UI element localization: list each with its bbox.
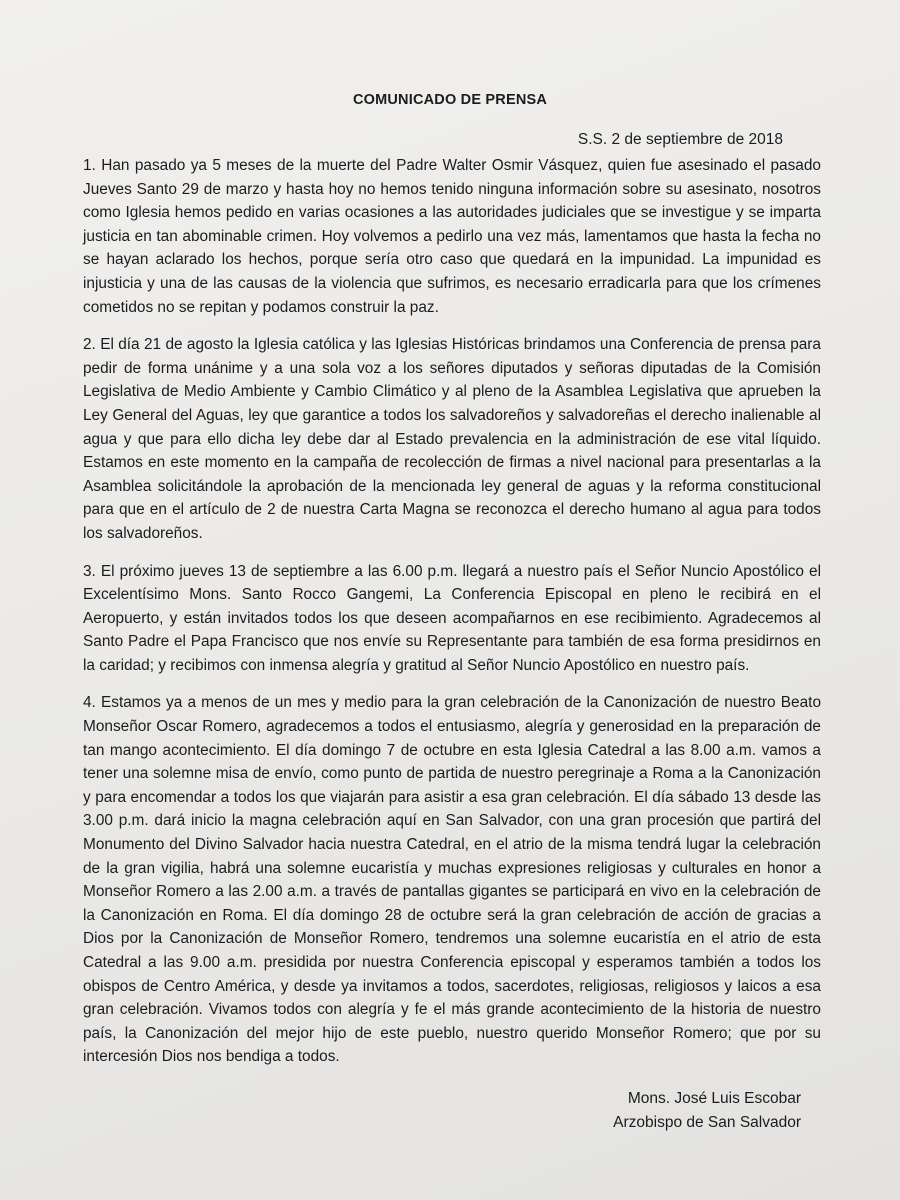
document-title: COMUNICADO DE PRENSA xyxy=(352,92,548,108)
document-date: S.S. 2 de septiembre de 2018 xyxy=(577,131,783,148)
paragraph-1: 1. Han pasado ya 5 meses de la muerte del Padre Walter Osmir Vásquez, quien fue asesinado el pasado Jueves Santo 29 de marzo y hasta hoy no hemos tenido ninguna información sobre su asesinato, nosotros como Iglesia hemos pedido en varias ocasiones a las autoridades judiciales que se investigue y se imparta justicia en tan abominable crimen. Hoy volvemos a pedirlo una vez más, lamentamos que hasta la fecha no se hayan aclarado los hechos, porque sería otro caso que quedará en la impunidad. La impunidad es injusticia y una de las causas de la violencia que sufrimos, es necesario erradicarla para que los crímenes cometidos no se repitan y podamos construir la paz. xyxy=(83,157,821,316)
paragraph-3: 3. El próximo jueves 13 de septiembre a las 6.00 p.m. llegará a nuestro país el Señor Nuncio Apostólico el Excelentísimo Mons. Santo Rocco Gangemi, La Conferencia Episcopal en pleno le recibirá en el Aeropuerto, y están invitados todos los que deseen acompañarnos en ese recibimiento. Agradecemos al Santo Padre el Papa Francisco que nos envíe su Representante para también de esa forma presidirnos en la caridad; y recibimos con inmensa alegría y gratitud al Señor Nuncio Apostólico en nuestro país. xyxy=(83,562,821,674)
signatory-name: Mons. José Luis Escobar xyxy=(627,1090,801,1107)
signature-block xyxy=(613,1087,801,1134)
signatory-role: Arzobispo de San Salvador xyxy=(613,1113,801,1131)
paragraph-4: 4. Estamos ya a menos de un mes y medio para la gran celebración de la Canonización de nuestro Beato Monseñor Oscar Romero, agradecemos a todos el entusiasmo, alegría y generosidad en la preparación de tan mango acontecimiento. El día domingo 7 de octubre en esta Iglesia Catedral a las 8.00 a.m. vamos a tener una solemne misa de envío, como punto de partida de nuestro peregrinaje a Roma a la Canonización y para encomendar a todos los que viajarán para asistir a esa gran celebración. El día sábado 13 desde las 3.00 p.m. dará inicio la magna celebración aquí en San Salvador, con una gran procesión que partirá del Monumento del Divino Salvador hacia nuestra Catedral, en el atrio de la misma tendrá lugar la celebración de la gran vigilia, habrá una solemne eucaristía y muchas expresiones religiosas y culturales en honor a Monseñor Romero a las 2.00 a.m. a través de pantallas gigantes se participará en vivo en la celebración de la Canonización en Roma. El día domingo 28 de octubre será la gran celebración de acción de gracias a Dios por la Canonización de Monseñor Romero, tendremos una solemne eucaristía en el atrio de esta Catedral a las 9.00 a.m. presidida por nuestra Conferencia episcopal y esperamos también a todos los obispos de Centro América, y desde ya invitamos a todos, sacerdotes, religiosas, religiosos y laicos a esa gran celebración. Vivamos todos con alegría y fe el más grande acontecimiento de la historia de nuestro país, la Canonización del mejor hijo de este pueblo, nuestro querido Monseñor Romero; que por su intercesión Dios nos bendiga a todos. xyxy=(83,694,821,1066)
document-body xyxy=(83,154,821,1083)
paragraph-2: 2. El día 21 de agosto la Iglesia católica y las Iglesias Históricas brindamos una Conferencia de prensa para pedir de forma unánime y a una sola voz a los señores diputados y señoras diputadas de la Comisión Legislativa de Medio Ambiente y Cambio Climático y al pleno de la Asamblea Legislativa que aprueben la Ley General del Aguas, ley que garantice a todos los salvadoreños y salvadoreñas el derecho inalienable al agua y que para ello dicha ley debe dar al Estado prevalencia en la administración de ese vital líquido. Estamos en este momento en la campaña de recolección de firmas a nivel nacional para presentarlas a la Asamblea solicitándole la aprobación de la mencionada ley general de aguas y la reforma constitucional para que en el artículo de 2 de nuestra Carta Magna se reconozca el derecho humano al agua para todos los salvadoreños. xyxy=(83,336,821,542)
